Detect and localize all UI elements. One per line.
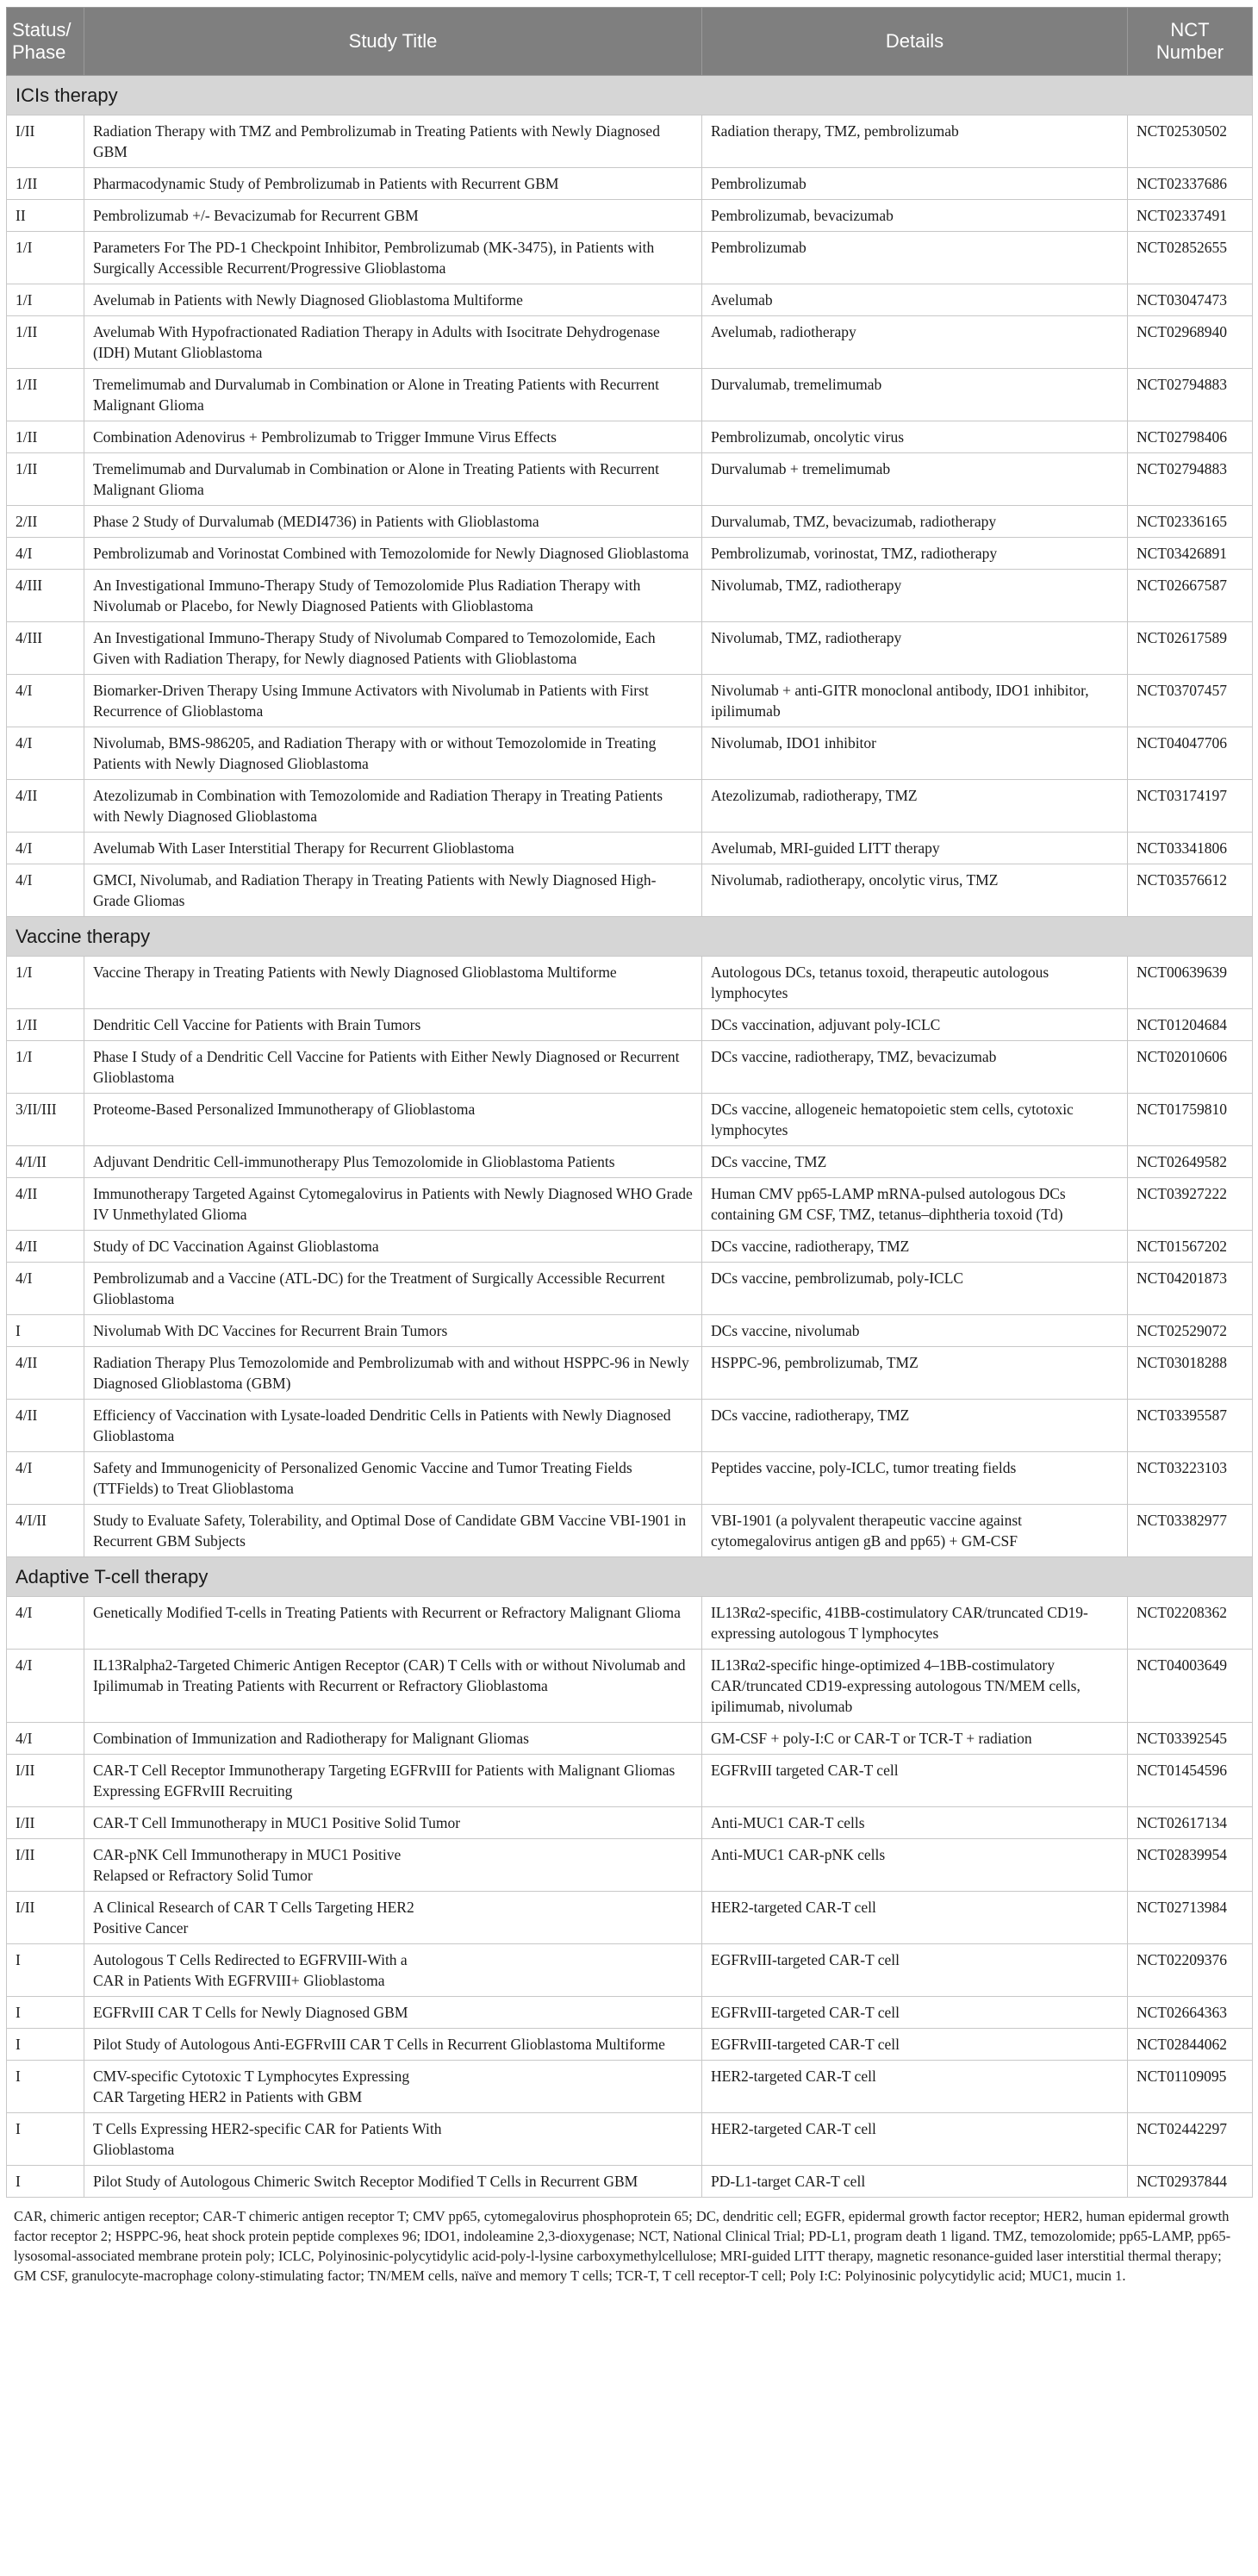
details-cell: EGFRvIII-targeted CAR-T cell [702, 1997, 1128, 2029]
study-title-cell: Efficiency of Vaccination with Lysate-loaded Dendritic Cells in Patients with Newly Diagnosed Glioblastoma [84, 1400, 702, 1452]
study-title-cell: Radiation Therapy Plus Temozolomide and Pembrolizumab with and without HSPPC-96 in Newly Diagnosed Glioblastoma (GBM) [84, 1347, 702, 1400]
table-row [7, 570, 1253, 622]
table-row [7, 1807, 1253, 1839]
table-row [7, 369, 1253, 421]
table-row [7, 2113, 1253, 2166]
status-cell: I [7, 1944, 84, 1997]
table-row [7, 1505, 1253, 1557]
nct-number-cell: NCT02649582 [1128, 1146, 1253, 1178]
study-title-cell: Combination of Immunization and Radiotherapy for Malignant Gliomas [84, 1723, 702, 1755]
status-cell: I [7, 1315, 84, 1347]
nct-number-cell: NCT04047706 [1128, 727, 1253, 780]
details-cell: DCs vaccine, radiotherapy, TMZ [702, 1231, 1128, 1263]
details-cell: DCs vaccine, radiotherapy, TMZ [702, 1400, 1128, 1452]
table-row [7, 864, 1253, 917]
study-title-cell: Avelumab in Patients with Newly Diagnosed Glioblastoma Multiforme [84, 284, 702, 316]
study-title-cell: An Investigational Immuno-Therapy Study of Nivolumab Compared to Temozolomide, Each Given with Radiation Therapy, for Newly diagnosed Patients with Glioblastoma [84, 622, 702, 675]
table-row [7, 538, 1253, 570]
nct-number-cell: NCT01454596 [1128, 1755, 1253, 1807]
status-cell: 1/II [7, 316, 84, 369]
table-body [7, 76, 1253, 2198]
details-cell: Radiation therapy, TMZ, pembrolizumab [702, 115, 1128, 168]
nct-number-cell: NCT02968940 [1128, 316, 1253, 369]
status-cell: I/II [7, 1839, 84, 1892]
study-title-cell: Nivolumab, BMS-986205, and Radiation Therapy with or without Temozolomide in Treating Patients with Newly Diagnosed Glioblastoma [84, 727, 702, 780]
status-cell: 1/II [7, 1009, 84, 1041]
status-cell: 1/I [7, 232, 84, 284]
status-cell: 1/II [7, 421, 84, 453]
study-title-cell: Biomarker-Driven Therapy Using Immune Activators with Nivolumab in Patients with First Recurrence of Glioblastoma [84, 675, 702, 727]
study-title-cell: Phase 2 Study of Durvalumab (MEDI4736) in Patients with Glioblastoma [84, 506, 702, 538]
status-cell: 2/II [7, 506, 84, 538]
status-cell: I [7, 2061, 84, 2113]
table-row [7, 957, 1253, 1009]
status-cell: I [7, 1997, 84, 2029]
section-header-row [7, 76, 1253, 115]
study-title-cell: Phase I Study of a Dendritic Cell Vaccine for Patients with Either Newly Diagnosed or Recurrent Glioblastoma [84, 1041, 702, 1094]
details-cell: Nivolumab, IDO1 inhibitor [702, 727, 1128, 780]
table-row [7, 1231, 1253, 1263]
table-row [7, 1755, 1253, 1807]
study-title-cell: EGFRvIII CAR T Cells for Newly Diagnosed GBM [84, 1997, 702, 2029]
status-cell: 1/I [7, 284, 84, 316]
study-title-cell: CAR-pNK Cell Immunotherapy in MUC1 Positive Relapsed or Refractory Solid Tumor [84, 1839, 702, 1892]
nct-number-cell: NCT02337491 [1128, 200, 1253, 232]
nct-number-cell: NCT02937844 [1128, 2166, 1253, 2198]
table-row [7, 506, 1253, 538]
details-cell: Nivolumab, TMZ, radiotherapy [702, 622, 1128, 675]
nct-number-cell: NCT03426891 [1128, 538, 1253, 570]
nct-number-cell: NCT03174197 [1128, 780, 1253, 833]
table-row [7, 1400, 1253, 1452]
table-row [7, 115, 1253, 168]
status-cell: 4/II [7, 780, 84, 833]
details-cell: Peptides vaccine, poly-ICLC, tumor treating fields [702, 1452, 1128, 1505]
table-row [7, 1178, 1253, 1231]
nct-number-cell: NCT02442297 [1128, 2113, 1253, 2166]
section-header-row [7, 917, 1253, 957]
details-cell: HSPPC-96, pembrolizumab, TMZ [702, 1347, 1128, 1400]
table-row [7, 622, 1253, 675]
study-title-cell: Parameters For The PD-1 Checkpoint Inhibitor, Pembrolizumab (MK-3475), in Patients with Surgically Accessible Recurrent/Progressive Glioblastoma [84, 232, 702, 284]
table-row [7, 200, 1253, 232]
nct-number-cell: NCT03382977 [1128, 1505, 1253, 1557]
clinical-trials-table [6, 7, 1253, 2198]
table-row [7, 1094, 1253, 1146]
status-cell: 4/I/II [7, 1505, 84, 1557]
status-cell: II [7, 200, 84, 232]
status-cell: 1/II [7, 369, 84, 421]
study-title-cell: Tremelimumab and Durvalumab in Combination or Alone in Treating Patients with Recurrent Malignant Glioma [84, 453, 702, 506]
nct-number-cell: NCT03392545 [1128, 1723, 1253, 1755]
table-row [7, 1944, 1253, 1997]
table-row [7, 780, 1253, 833]
nct-number-cell: NCT02530502 [1128, 115, 1253, 168]
table-row [7, 2061, 1253, 2113]
status-cell: 1/I [7, 1041, 84, 1094]
nct-number-cell: NCT01109095 [1128, 2061, 1253, 2113]
details-cell: Avelumab [702, 284, 1128, 316]
details-cell: Nivolumab, radiotherapy, oncolytic virus, TMZ [702, 864, 1128, 917]
table-row [7, 1452, 1253, 1505]
status-cell: 4/I [7, 727, 84, 780]
section-header-row [7, 1557, 1253, 1597]
nct-number-cell: NCT01759810 [1128, 1094, 1253, 1146]
nct-number-cell: NCT03223103 [1128, 1452, 1253, 1505]
section-title: ICIs therapy [7, 76, 1253, 115]
details-cell: Anti-MUC1 CAR-pNK cells [702, 1839, 1128, 1892]
table-row [7, 1650, 1253, 1723]
table-row [7, 232, 1253, 284]
nct-number-cell: NCT03047473 [1128, 284, 1253, 316]
details-cell: Human CMV pp65-LAMP mRNA-pulsed autologous DCs containing GM CSF, TMZ, tetanus–diphtheria toxoid (Td) [702, 1178, 1128, 1231]
status-cell: 4/I [7, 1452, 84, 1505]
status-cell: 4/I/II [7, 1146, 84, 1178]
status-cell: 4/I [7, 1723, 84, 1755]
details-cell: HER2-targeted CAR-T cell [702, 2061, 1128, 2113]
status-cell: 4/I [7, 538, 84, 570]
table-row [7, 421, 1253, 453]
study-title-cell: Vaccine Therapy in Treating Patients with Newly Diagnosed Glioblastoma Multiforme [84, 957, 702, 1009]
details-cell: VBI-1901 (a polyvalent therapeutic vaccine against cytomegalovirus antigen gB and pp65) + GM-CSF [702, 1505, 1128, 1557]
details-cell: Pembrolizumab, vorinostat, TMZ, radiotherapy [702, 538, 1128, 570]
table-row [7, 727, 1253, 780]
status-cell: I [7, 2166, 84, 2198]
details-cell: DCs vaccine, allogeneic hematopoietic stem cells, cytotoxic lymphocytes [702, 1094, 1128, 1146]
study-title-cell: Pilot Study of Autologous Anti-EGFRvIII CAR T Cells in Recurrent Glioblastoma Multiforme [84, 2029, 702, 2061]
details-cell: Pembrolizumab [702, 168, 1128, 200]
table-row [7, 453, 1253, 506]
study-title-cell: Tremelimumab and Durvalumab in Combination or Alone in Treating Patients with Recurrent Malignant Glioma [84, 369, 702, 421]
table-row [7, 675, 1253, 727]
table-row [7, 2029, 1253, 2061]
table-row [7, 1839, 1253, 1892]
nct-number-cell: NCT03341806 [1128, 833, 1253, 864]
status-cell: 4/I [7, 864, 84, 917]
header-title: Study Title [84, 8, 702, 76]
table-row [7, 833, 1253, 864]
table-row [7, 1146, 1253, 1178]
table-row [7, 1315, 1253, 1347]
header-row [7, 8, 1253, 76]
table-row [7, 168, 1253, 200]
study-title-cell: CMV-specific Cytotoxic T Lymphocytes Expressing CAR Targeting HER2 in Patients with GBM [84, 2061, 702, 2113]
study-title-cell: Pembrolizumab and a Vaccine (ATL-DC) for the Treatment of Surgically Accessible Recurrent Glioblastoma [84, 1263, 702, 1315]
status-cell: 4/II [7, 1400, 84, 1452]
details-cell: Durvalumab + tremelimumab [702, 453, 1128, 506]
study-title-cell: Pilot Study of Autologous Chimeric Switch Receptor Modified T Cells in Recurrent GBM [84, 2166, 702, 2198]
study-title-cell: Nivolumab With DC Vaccines for Recurrent Brain Tumors [84, 1315, 702, 1347]
study-title-cell: A Clinical Research of CAR T Cells Targeting HER2 Positive Cancer [84, 1892, 702, 1944]
details-cell: EGFRvIII-targeted CAR-T cell [702, 2029, 1128, 2061]
details-cell: Pembrolizumab, oncolytic virus [702, 421, 1128, 453]
details-cell: DCs vaccination, adjuvant poly-ICLC [702, 1009, 1128, 1041]
nct-number-cell: NCT02617589 [1128, 622, 1253, 675]
status-cell: I/II [7, 1807, 84, 1839]
nct-number-cell: NCT02529072 [1128, 1315, 1253, 1347]
study-title-cell: CAR-T Cell Immunotherapy in MUC1 Positive Solid Tumor [84, 1807, 702, 1839]
status-cell: 4/III [7, 622, 84, 675]
status-cell: 4/I [7, 675, 84, 727]
details-cell: Autologous DCs, tetanus toxoid, therapeutic autologous lymphocytes [702, 957, 1128, 1009]
study-title-cell: An Investigational Immuno-Therapy Study of Temozolomide Plus Radiation Therapy with Nivolumab or Placebo, for Newly Diagnosed Patients with Glioblastoma [84, 570, 702, 622]
details-cell: EGFRvIII-targeted CAR-T cell [702, 1944, 1128, 1997]
table-row [7, 1041, 1253, 1094]
nct-number-cell: NCT00639639 [1128, 957, 1253, 1009]
nct-number-cell: NCT02844062 [1128, 2029, 1253, 2061]
footnote: CAR, chimeric antigen receptor; CAR-T chimeric antigen receptor T; CMV pp65, cytomegalovirus phosphoprotein 65; DC, dendritic cell; EGFR, epidermal growth factor receptor; HER2, human epidermal growth factor receptor 2; HSPPC-96, heat shock protein peptide complexes 96; IDO1, indoleamine 2,3-dioxygenase; NCT, National Clinical Trial; PD-L1, program death 1 ligand. TMZ, temozolomide; pp65-LAMP, pp65-lysosomal-associated membrane protein poly; ICLC, Polyinosinic-polycytidylic acid-poly-l-lysine carboxymethylcellulose; MRI-guided LITT therapy, magnetic resonance-guided laser interstitial thermal therapy; GM CSF, granulocyte-macrophage colony-stimulating factor; TN/MEM cells, naïve and memory T cells; TCR-T, T cell receptor-T cell; Poly I:C: Polyinosinic polycytidylic acid; MUC1, mucin 1. [14, 2208, 1231, 2284]
details-cell: DCs vaccine, pembrolizumab, poly-ICLC [702, 1263, 1128, 1315]
nct-number-cell: NCT02667587 [1128, 570, 1253, 622]
section-title: Adaptive T-cell therapy [7, 1557, 1253, 1597]
nct-number-cell: NCT02664363 [1128, 1997, 1253, 2029]
status-cell: 1/I [7, 957, 84, 1009]
header-details: Details [702, 8, 1128, 76]
status-cell: 4/II [7, 1231, 84, 1263]
details-cell: Atezolizumab, radiotherapy, TMZ [702, 780, 1128, 833]
status-cell: I/II [7, 1755, 84, 1807]
nct-number-cell: NCT01204684 [1128, 1009, 1253, 1041]
status-cell: 4/II [7, 1347, 84, 1400]
details-cell: PD-L1-target CAR-T cell [702, 2166, 1128, 2198]
nct-number-cell: NCT02208362 [1128, 1597, 1253, 1650]
table-row [7, 1263, 1253, 1315]
details-cell: Anti-MUC1 CAR-T cells [702, 1807, 1128, 1839]
study-title-cell: T Cells Expressing HER2-specific CAR for Patients With Glioblastoma [84, 2113, 702, 2166]
details-cell: DCs vaccine, nivolumab [702, 1315, 1128, 1347]
status-cell: 1/II [7, 168, 84, 200]
nct-number-cell: NCT04201873 [1128, 1263, 1253, 1315]
study-title-cell: Pembrolizumab +/- Bevacizumab for Recurrent GBM [84, 200, 702, 232]
nct-number-cell: NCT02336165 [1128, 506, 1253, 538]
status-cell: 1/II [7, 453, 84, 506]
details-cell: Durvalumab, TMZ, bevacizumab, radiotherapy [702, 506, 1128, 538]
table-row [7, 2166, 1253, 2198]
study-title-cell: Autologous T Cells Redirected to EGFRVIII-With a CAR in Patients With EGFRVIII+ Glioblastoma [84, 1944, 702, 1997]
nct-number-cell: NCT02794883 [1128, 369, 1253, 421]
nct-number-cell: NCT02852655 [1128, 232, 1253, 284]
status-cell: 4/I [7, 1597, 84, 1650]
section-title: Vaccine therapy [7, 917, 1253, 957]
nct-number-cell: NCT02337686 [1128, 168, 1253, 200]
study-title-cell: Pharmacodynamic Study of Pembrolizumab in Patients with Recurrent GBM [84, 168, 702, 200]
study-title-cell: Study to Evaluate Safety, Tolerability, and Optimal Dose of Candidate GBM Vaccine VBI-1901 in Recurrent GBM Subjects [84, 1505, 702, 1557]
details-cell: Nivolumab, TMZ, radiotherapy [702, 570, 1128, 622]
details-cell: DCs vaccine, radiotherapy, TMZ, bevacizumab [702, 1041, 1128, 1094]
study-title-cell: CAR-T Cell Receptor Immunotherapy Targeting EGFRvIII for Patients with Malignant Gliomas Expressing EGFRvIII Recruiting [84, 1755, 702, 1807]
status-cell: 4/I [7, 833, 84, 864]
header-nct: NCT Number [1128, 8, 1253, 76]
status-cell: I [7, 2113, 84, 2166]
table-row [7, 1347, 1253, 1400]
study-title-cell: Immunotherapy Targeted Against Cytomegalovirus in Patients with Newly Diagnosed WHO Grade IV Unmethylated Glioma [84, 1178, 702, 1231]
nct-number-cell: NCT03927222 [1128, 1178, 1253, 1231]
details-cell: DCs vaccine, TMZ [702, 1146, 1128, 1178]
nct-number-cell: NCT02798406 [1128, 421, 1253, 453]
study-title-cell: IL13Ralpha2-Targeted Chimeric Antigen Receptor (CAR) T Cells with or without Nivolumab and Ipilimumab in Treating Patients with Recurrent or Refractory Glioblastoma [84, 1650, 702, 1723]
study-title-cell: Pembrolizumab and Vorinostat Combined with Temozolomide for Newly Diagnosed Glioblastoma [84, 538, 702, 570]
status-cell: 4/I [7, 1263, 84, 1315]
details-cell: HER2-targeted CAR-T cell [702, 2113, 1128, 2166]
table-row [7, 316, 1253, 369]
table-row [7, 1997, 1253, 2029]
study-title-cell: Proteome-Based Personalized Immunotherapy of Glioblastoma [84, 1094, 702, 1146]
details-cell: Nivolumab + anti-GITR monoclonal antibody, IDO1 inhibitor, ipilimumab [702, 675, 1128, 727]
nct-number-cell: NCT03395587 [1128, 1400, 1253, 1452]
status-cell: 3/II/III [7, 1094, 84, 1146]
study-title-cell: Avelumab With Laser Interstitial Therapy for Recurrent Glioblastoma [84, 833, 702, 864]
study-title-cell: Dendritic Cell Vaccine for Patients with Brain Tumors [84, 1009, 702, 1041]
status-cell: 4/I [7, 1650, 84, 1723]
status-cell: I [7, 2029, 84, 2061]
nct-number-cell: NCT03018288 [1128, 1347, 1253, 1400]
table-row [7, 1892, 1253, 1944]
details-cell: Pembrolizumab, bevacizumab [702, 200, 1128, 232]
study-title-cell: Radiation Therapy with TMZ and Pembrolizumab in Treating Patients with Newly Diagnosed GBM [84, 115, 702, 168]
table-row [7, 1597, 1253, 1650]
nct-number-cell: NCT02617134 [1128, 1807, 1253, 1839]
status-cell: 4/II [7, 1178, 84, 1231]
details-cell: Avelumab, radiotherapy [702, 316, 1128, 369]
nct-number-cell: NCT03707457 [1128, 675, 1253, 727]
details-cell: Durvalumab, tremelimumab [702, 369, 1128, 421]
details-cell: Pembrolizumab [702, 232, 1128, 284]
table-row [7, 1009, 1253, 1041]
table-row [7, 284, 1253, 316]
nct-number-cell: NCT02713984 [1128, 1892, 1253, 1944]
nct-number-cell: NCT03576612 [1128, 864, 1253, 917]
details-cell: IL13Rα2-specific, 41BB-costimulatory CAR/truncated CD19-expressing autologous T lymphocytes [702, 1597, 1128, 1650]
study-title-cell: Safety and Immunogenicity of Personalized Genomic Vaccine and Tumor Treating Fields (TTFields) to Treat Glioblastoma [84, 1452, 702, 1505]
study-title-cell: Genetically Modified T-cells in Treating Patients with Recurrent or Refractory Malignant Glioma [84, 1597, 702, 1650]
nct-number-cell: NCT02209376 [1128, 1944, 1253, 1997]
table-row [7, 1723, 1253, 1755]
status-cell: I/II [7, 115, 84, 168]
study-title-cell: Study of DC Vaccination Against Glioblastoma [84, 1231, 702, 1263]
study-title-cell: Adjuvant Dendritic Cell-immunotherapy Plus Temozolomide in Glioblastoma Patients [84, 1146, 702, 1178]
details-cell: EGFRvIII targeted CAR-T cell [702, 1755, 1128, 1807]
study-title-cell: Combination Adenovirus + Pembrolizumab to Trigger Immune Virus Effects [84, 421, 702, 453]
status-cell: 4/III [7, 570, 84, 622]
nct-number-cell: NCT02010606 [1128, 1041, 1253, 1094]
details-cell: Avelumab, MRI-guided LITT therapy [702, 833, 1128, 864]
study-title-cell: Atezolizumab in Combination with Temozolomide and Radiation Therapy in Treating Patients with Newly Diagnosed Glioblastoma [84, 780, 702, 833]
details-cell: HER2-targeted CAR-T cell [702, 1892, 1128, 1944]
nct-number-cell: NCT02794883 [1128, 453, 1253, 506]
study-title-cell: Avelumab With Hypofractionated Radiation Therapy in Adults with Isocitrate Dehydrogenase (IDH) Mutant Glioblastoma [84, 316, 702, 369]
nct-number-cell: NCT02839954 [1128, 1839, 1253, 1892]
study-title-cell: GMCI, Nivolumab, and Radiation Therapy in Treating Patients with Newly Diagnosed High-Grade Gliomas [84, 864, 702, 917]
nct-number-cell: NCT01567202 [1128, 1231, 1253, 1263]
details-cell: IL13Rα2-specific hinge-optimized 4–1BB-costimulatory CAR/truncated CD19-expressing autologous TN/MEM cells, ipilimumab, nivolumab [702, 1650, 1128, 1723]
header-status: Status/ Phase [7, 8, 84, 76]
details-cell: GM-CSF + poly-I:C or CAR-T or TCR-T + radiation [702, 1723, 1128, 1755]
nct-number-cell: NCT04003649 [1128, 1650, 1253, 1723]
status-cell: I/II [7, 1892, 84, 1944]
